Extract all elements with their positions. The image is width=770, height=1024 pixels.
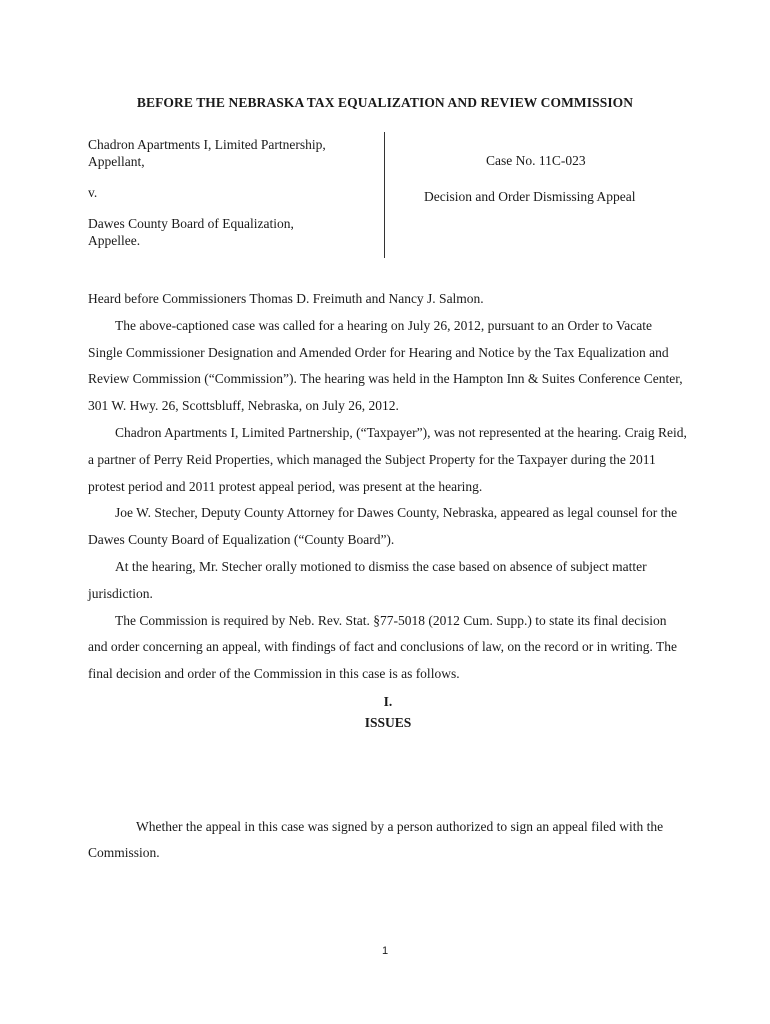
case-number: Case No. 11C-023 bbox=[486, 153, 586, 168]
decision-title: Decision and Order Dismissing Appeal bbox=[424, 189, 636, 204]
paragraph-statute: The Commission is required by Neb. Rev. Stat. §77-5018 (2012 Cum. Supp.) to state its final decision and order concerning an appeal, with findings of fact and conclusions of law, on the record or in writing. The final decision and order of the Commission in this case is as follows. bbox=[88, 612, 677, 682]
issue-paragraph: Whether the appeal in this case was signed by a person authorized to sign an appeal filed with the Commission. bbox=[88, 818, 664, 861]
caption-divider bbox=[384, 132, 385, 258]
paragraph-motion: At the hearing, Mr. Stecher orally motioned to dismiss the case based on absence of subject matter jurisdiction. bbox=[88, 558, 647, 601]
paragraph-hearing: The above-captioned case was called for a hearing on July 26, 2012, pursuant to an Order to Vacate Single Commissioner Designation and Amended Order for Hearing and Notice by the Tax Equalization and Review Commission (“Commission”). The hearing was held in the Hampton Inn & Suites Conference Center, 301 W. Hwy. 26, Scottsbluff, Nebraska, on July 26, 2012. bbox=[88, 317, 683, 414]
versus-label: v. bbox=[88, 185, 98, 200]
appellee-name: Dawes County Board of Equalization, bbox=[88, 216, 294, 231]
page-number: 1 bbox=[381, 945, 389, 957]
section-number: I. bbox=[383, 693, 393, 709]
case-caption-parties bbox=[88, 136, 378, 249]
section-title: ISSUES bbox=[364, 714, 412, 730]
document-body bbox=[88, 286, 688, 733]
appellant-role: Appellant, bbox=[88, 154, 145, 169]
appellee-role: Appellee. bbox=[88, 233, 141, 248]
document-heading: BEFORE THE NEBRASKA TAX EQUALIZATION AND REVIEW COMMISSION bbox=[136, 95, 634, 110]
appellant-name: Chadron Apartments I, Limited Partnership, bbox=[88, 137, 326, 152]
paragraph-taxpayer: Chadron Apartments I, Limited Partnership, (“Taxpayer”), was not represented at the hearing. Craig Reid, a partner of Perry Reid Properties, which managed the Subject Property for the Taxpayer during the 2011 protest period and 2011 protest appeal period, was present at the hearing. bbox=[88, 424, 687, 494]
paragraph-heard-before: Heard before Commissioners Thomas D. Freimuth and Nancy J. Salmon. bbox=[88, 291, 484, 306]
paragraph-counsel: Joe W. Stecher, Deputy County Attorney for Dawes County, Nebraska, appeared as legal counsel for the Dawes County Board of Equalization (“County Board”). bbox=[88, 505, 678, 548]
